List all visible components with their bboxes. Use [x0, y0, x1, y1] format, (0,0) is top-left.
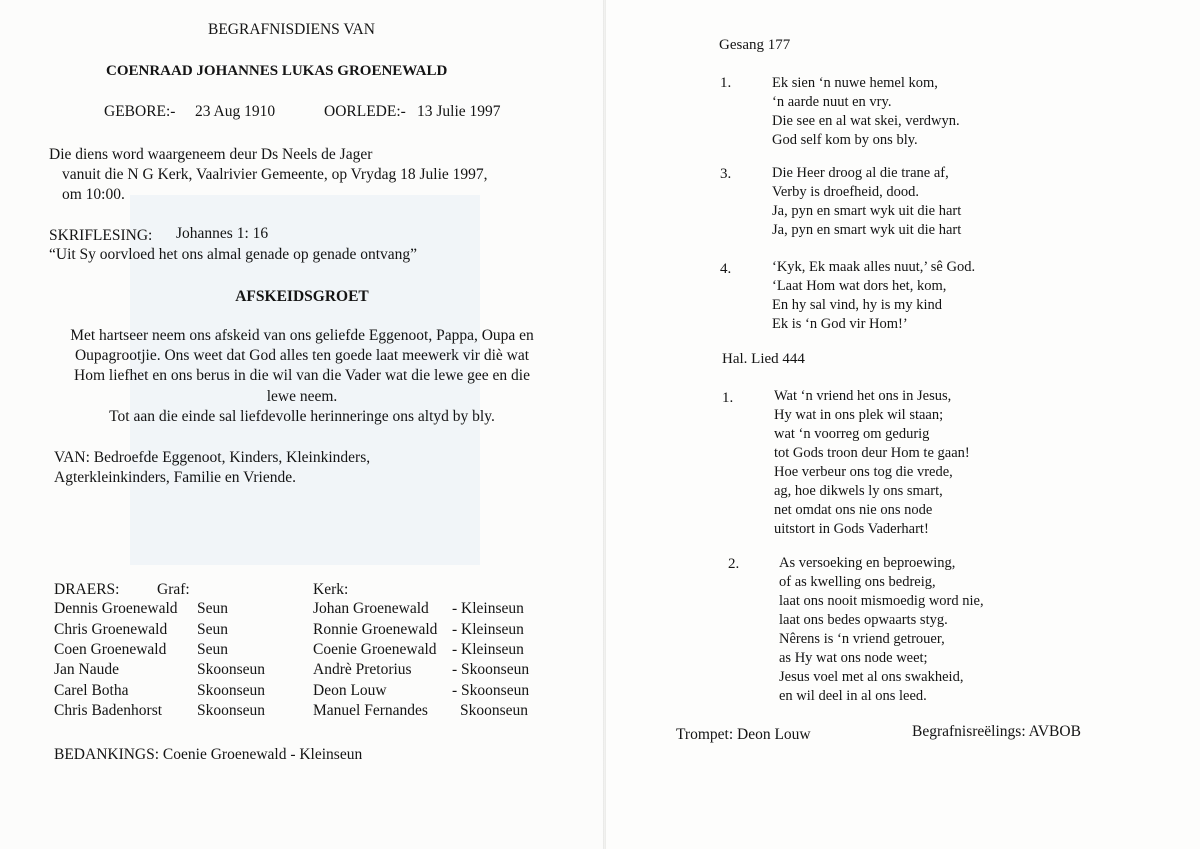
stanza-number: 4.: [720, 261, 732, 277]
service-header: BEGRAFNISDIENS VAN: [208, 21, 375, 38]
stanza-line: Jesus voel met al ons swakheid,: [779, 669, 964, 685]
bearer-relation: Seun: [197, 641, 228, 658]
stanza-line: Nêrens is ‘n vriend getrouer,: [779, 631, 945, 647]
hymn-title: Gesang 177: [719, 37, 791, 53]
stanza-line: Hy wat in ons plek wil staan;: [774, 407, 944, 423]
died-date: 13 Julie 1997: [417, 103, 501, 120]
trumpet-line: Trompet: Deon Louw: [676, 726, 811, 743]
bearers-label: DRAERS:: [54, 581, 120, 598]
service-line: om 10:00.: [62, 186, 125, 203]
stanza-number: 2.: [728, 556, 740, 572]
bearer-relation: - Skoonseun: [452, 682, 530, 699]
scripture-quote: “Uit Sy oorvloed het ons almal genade op genade ontvang”: [49, 246, 418, 263]
died-label: OORLEDE:-: [324, 103, 406, 120]
stanza-line: Die see en al wat skei, verdwyn.: [772, 113, 960, 129]
bearer-name: Manuel Fernandes: [313, 702, 428, 719]
farewell-line: Met hartseer neem ons afskeid van ons geliefde Eggenoot, Pappa, Oupa en: [70, 327, 534, 344]
stanza-line: net omdat ons nie ons node: [774, 502, 933, 518]
bearer-name: Carel Botha: [54, 682, 129, 699]
bearer-name: Deon Louw: [313, 682, 387, 699]
bearer-name: Andrè Pretorius: [313, 661, 412, 678]
born-date: 23 Aug 1910: [195, 103, 276, 120]
stanza-line: as Hy wat ons node weet;: [779, 650, 928, 666]
bearer-name: Johan Groenewald: [313, 600, 429, 617]
farewell-line: Oupagrootjie. Ons weet dat God alles ten goede laat meewerk vir diè wat: [74, 347, 530, 364]
stanza-line: uitstort in Gods Vaderhart!: [774, 521, 929, 537]
stanza-line: wat ‘n voorreg om gedurig: [774, 426, 930, 442]
scripture-label: SKRIFLESING:: [49, 227, 153, 244]
from-line: Agterkleinkinders, Familie en Vriende.: [54, 469, 296, 486]
stanza-line: As versoeking en beproewing,: [779, 555, 956, 571]
stanza-line: Die Heer droog al die trane af,: [772, 165, 949, 181]
stanza-number: 3.: [720, 166, 732, 182]
stanza: [774, 387, 970, 539]
deceased-name: COENRAAD JOHANNES LUKAS GROENEWALD: [106, 63, 448, 79]
hymn-title: Hal. Lied 444: [722, 351, 805, 367]
stanza-line: ‘Kyk, Ek maak alles nuut,’ sê God.: [772, 259, 976, 275]
stanza-line: tot Gods troon deur Hom te gaan!: [774, 445, 970, 461]
stanza-line: Hoe verbeur ons tog die vrede,: [774, 464, 953, 480]
bearer-relation: Seun: [197, 600, 228, 617]
from-line: VAN: Bedroefde Eggenoot, Kinders, Kleinkinders,: [54, 449, 371, 466]
bearer-relation: - Kleinseun: [452, 641, 524, 658]
stanza-line: ‘n aarde nuut en vry.: [772, 94, 892, 110]
bearer-relation: - Kleinseun: [452, 621, 524, 638]
grave-label: Graf:: [157, 581, 190, 598]
stanza-line: En hy sal vind, hy is my kind: [772, 297, 942, 313]
farewell-line: Tot aan die einde sal liefdevolle herinneringe ons altyd by bly.: [109, 408, 495, 425]
bearer-relation: - Kleinseun: [452, 600, 524, 617]
stanza-line: Wat ‘n vriend het ons in Jesus,: [774, 388, 952, 404]
stanza-line: Ek is ‘n God vir Hom!’: [772, 316, 908, 332]
stanza-number: 1.: [720, 75, 732, 91]
stanza-line: of as kwelling ons bedreig,: [779, 574, 936, 590]
service-line: vanuit die N G Kerk, Vaalrivier Gemeente, op Vrydag 18 Julie 1997,: [62, 166, 488, 183]
stanza-line: Ja, pyn en smart wyk uit die hart: [772, 222, 962, 238]
bearer-name: Chris Badenhorst: [54, 702, 163, 719]
stanza-line: en wil deel in al ons leed.: [779, 688, 927, 704]
bearer-relation: - Skoonseun: [452, 661, 530, 678]
bearer-relation: Seun: [197, 621, 228, 638]
stanza-line: Ek sien ‘n nuwe hemel kom,: [772, 75, 938, 91]
church-label: Kerk:: [313, 581, 349, 598]
stanza-line: ‘Laat Hom wat dors het, kom,: [772, 278, 947, 294]
stanza-line: Ja, pyn en smart wyk uit die hart: [772, 203, 962, 219]
right-page: [606, 0, 1200, 849]
born-label: GEBORE:-: [104, 103, 176, 120]
stanza-line: laat ons nooit mismoedig word nie,: [779, 593, 984, 609]
farewell-title: AFSKEIDSGROET: [235, 288, 369, 305]
stanza: [772, 74, 960, 150]
stanza: [779, 554, 984, 706]
bearer-name: Ronnie Groenewald: [313, 621, 438, 638]
stanza-line: Verby is droefheid, dood.: [772, 184, 919, 200]
farewell-line: lewe neem.: [266, 388, 338, 405]
bearer-relation: Skoonseun: [460, 702, 529, 719]
stanza: [772, 258, 975, 334]
bearer-relation: Skoonseun: [197, 702, 266, 719]
bearer-name: Coenie Groenewald: [313, 641, 437, 658]
stanza: [772, 164, 961, 240]
stanza-line: ag, hoe dikwels ly ons smart,: [774, 483, 943, 499]
funeral-arrangements: Begrafnisreëlings: AVBOB: [912, 723, 1081, 740]
farewell-line: Hom liefhet en ons berus in die wil van die Vader wat die lewe gee en die: [74, 367, 530, 384]
thanks-line: BEDANKINGS: Coenie Groenewald - Kleinseun: [54, 746, 363, 763]
bearer-relation: Skoonseun: [197, 682, 266, 699]
bearer-name: Chris Groenewald: [54, 621, 168, 638]
scripture-reference: Johannes 1: 16: [176, 225, 269, 242]
bearer-relation: Skoonseun: [197, 661, 266, 678]
stanza-line: laat ons bedes opwaarts styg.: [779, 612, 948, 628]
service-line: Die diens word waargeneem deur Ds Neels de Jager: [49, 146, 373, 163]
bearer-name: Dennis Groenewald: [54, 600, 178, 617]
stanza-line: God self kom by ons bly.: [772, 132, 918, 148]
stanza-number: 1.: [722, 390, 734, 406]
bearer-name: Coen Groenewald: [54, 641, 167, 658]
bearer-name: Jan Naude: [54, 661, 119, 678]
